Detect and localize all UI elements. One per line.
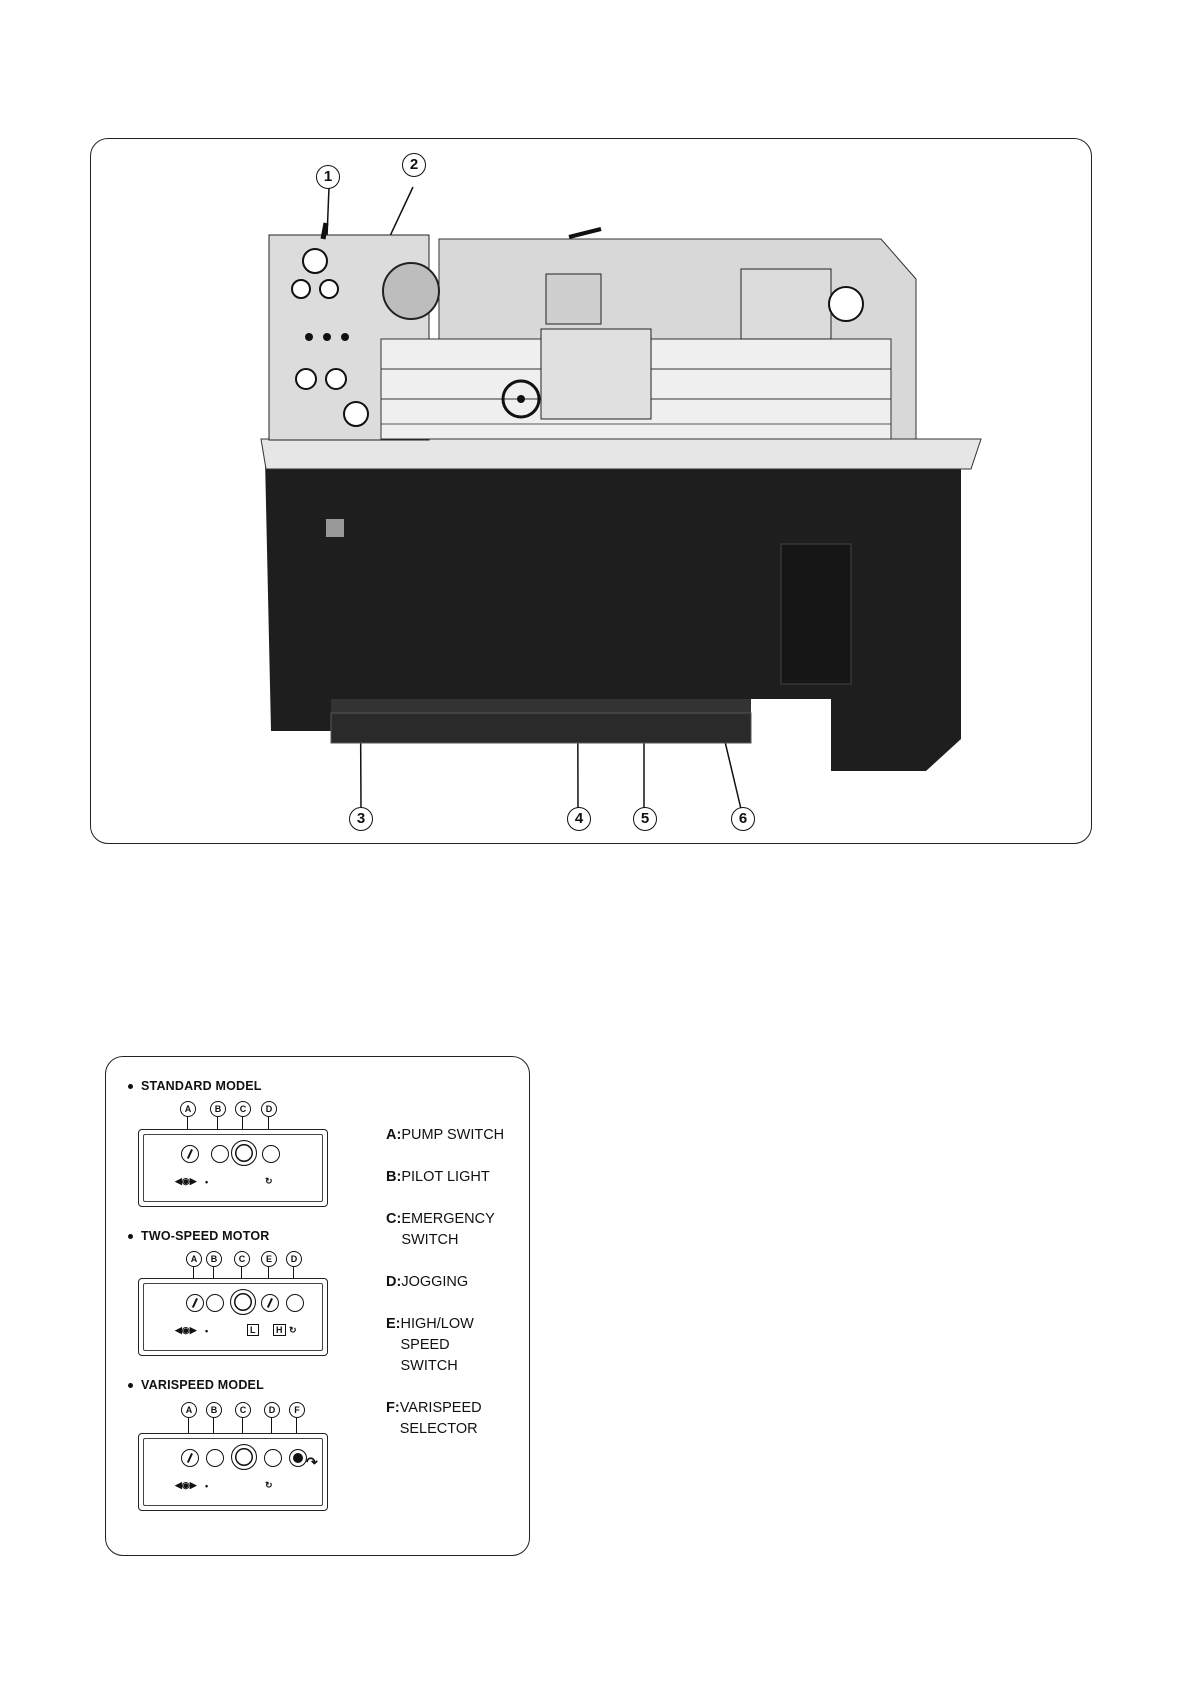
jog-icon: ↻ <box>265 1480 273 1490</box>
callout-5: 5 <box>633 807 657 831</box>
pump-switch-knob <box>181 1145 199 1163</box>
letter-b: B <box>206 1251 222 1267</box>
legend-item-a: A:PUMP SWITCH <box>386 1127 505 1143</box>
jogging-button <box>286 1294 304 1312</box>
legend-item-e: E:HIGH/LOW SPEED SWITCH <box>386 1316 474 1374</box>
bullet-icon <box>128 1234 133 1239</box>
legend-item-d: D:JOGGING <box>386 1274 469 1290</box>
rotation-arrow-icon: ↷ <box>306 1454 318 1470</box>
letter-c: C <box>235 1101 251 1117</box>
lathe-figure-frame <box>90 138 1092 844</box>
jog-icon: ↻ <box>265 1176 273 1186</box>
varispeed-model-panel <box>138 1433 328 1511</box>
letter-b: B <box>210 1101 226 1117</box>
apron <box>541 329 651 419</box>
tailstock <box>741 269 831 339</box>
letter-c: C <box>235 1402 251 1418</box>
emergency-switch-knob <box>231 1444 257 1470</box>
letter-e: E <box>261 1251 277 1267</box>
letter-a: A <box>181 1402 197 1418</box>
light-dot-icon: • <box>205 1326 209 1336</box>
legend-item-c: C:EMERGENCY SWITCH <box>386 1211 495 1248</box>
pilot-light <box>211 1145 229 1163</box>
bullet-icon <box>128 1084 133 1089</box>
varispeed-selector-knob <box>289 1449 307 1467</box>
pump-switch-knob <box>186 1294 204 1312</box>
jog-icon: ↻ <box>289 1325 297 1335</box>
jogging-button <box>262 1145 280 1163</box>
callout-1: 1 <box>316 165 340 189</box>
letter-c: C <box>234 1251 250 1267</box>
pilot-light <box>206 1449 224 1467</box>
lathe-illustration <box>91 139 1091 843</box>
light-dot-icon: • <box>205 1481 209 1491</box>
emergency-switch-knob <box>230 1289 256 1315</box>
light-dot-icon: • <box>205 1177 209 1187</box>
high-low-speed-switch-knob <box>261 1294 279 1312</box>
callout-3: 3 <box>349 807 373 831</box>
section-title-two-speed: TWO-SPEED MOTOR <box>128 1229 269 1243</box>
letter-b: B <box>206 1402 222 1418</box>
letter-d: D <box>264 1402 280 1418</box>
callout-6: 6 <box>731 807 755 831</box>
letter-a: A <box>186 1251 202 1267</box>
pump-icon: ◀◉▶ <box>175 1325 197 1335</box>
low-speed-mark: L <box>247 1324 259 1336</box>
pump-icon: ◀◉▶ <box>175 1176 197 1186</box>
pilot-light <box>206 1294 224 1312</box>
letter-d: D <box>286 1251 302 1267</box>
legend-item-b: B:PILOT LIGHT <box>386 1169 490 1185</box>
two-speed-motor-panel <box>138 1278 328 1356</box>
pump-switch-knob <box>181 1449 199 1467</box>
letter-d: D <box>261 1101 277 1117</box>
bullet-icon <box>128 1383 133 1388</box>
emergency-switch-knob <box>231 1140 257 1166</box>
jogging-button <box>264 1449 282 1467</box>
chuck <box>383 263 439 319</box>
standard-model-panel <box>138 1129 328 1207</box>
legend-item-f: F:VARISPEED SELECTOR <box>386 1400 482 1437</box>
section-title-standard: STANDARD MODEL <box>128 1079 262 1093</box>
lathe-base-cabinet <box>265 459 961 771</box>
high-speed-mark: H <box>273 1324 286 1336</box>
pump-icon: ◀◉▶ <box>175 1480 197 1490</box>
section-title-varispeed: VARISPEED MODEL <box>128 1378 264 1392</box>
letter-a: A <box>180 1101 196 1117</box>
control-panel-figure-frame <box>105 1056 530 1556</box>
letter-f: F <box>289 1402 305 1418</box>
callout-4: 4 <box>567 807 591 831</box>
callout-2: 2 <box>402 153 426 177</box>
